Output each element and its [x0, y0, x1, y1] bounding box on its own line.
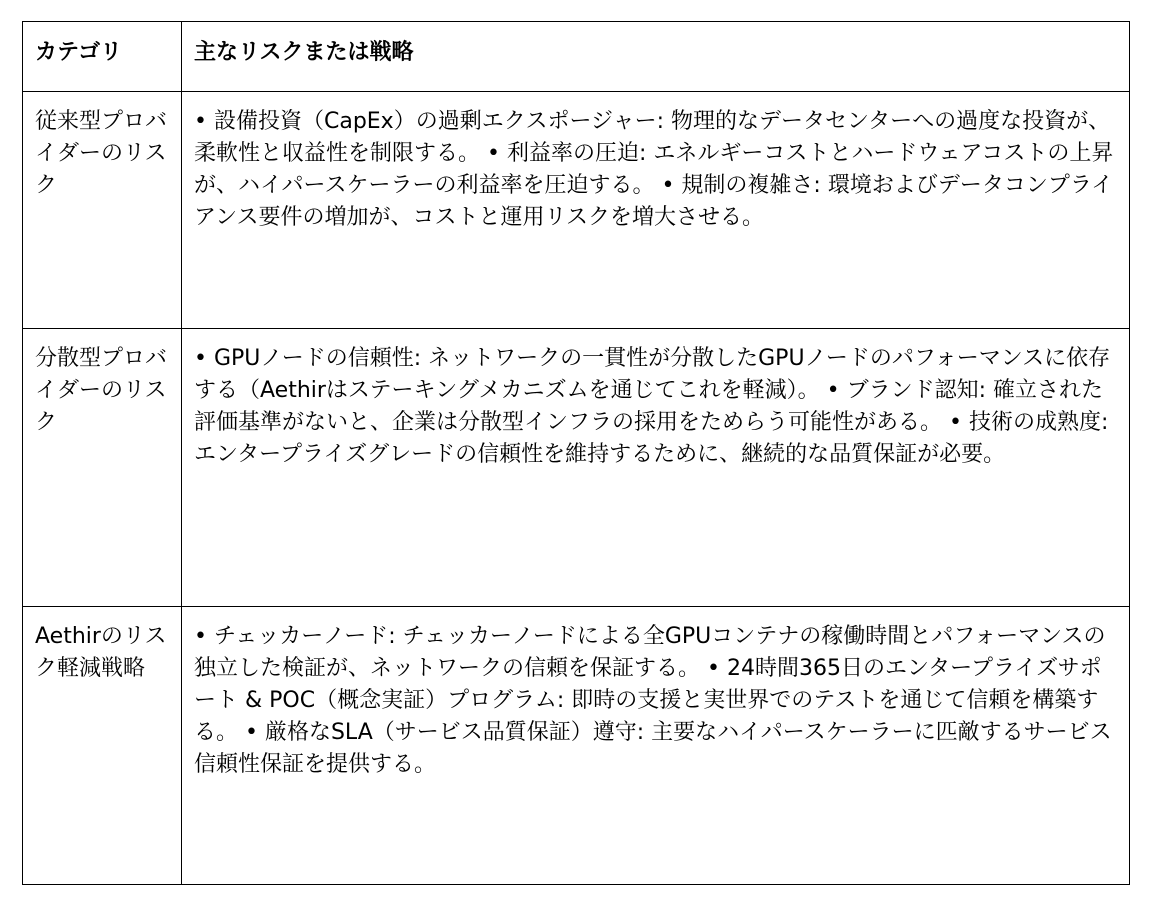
- header-category: カテゴリ: [23, 22, 182, 92]
- risk-strategy-table: [22, 21, 1130, 885]
- row-description: • 設備投資（CapEx）の過剰エクスポージャー: 物理的なデータセンターへの過度な投資が、柔軟性と収益性を制限する。 • 利益率の圧迫: エネルギーコストとハードウェアコストの上昇が、ハイパースケーラーの利益率を圧迫する。 • 規制の複雑さ: 環境およびデータコンプライアンス要件の増加が、コストと運用リスクを増大させる。: [182, 92, 1130, 329]
- header-risk-or-strategy: 主なリスクまたは戦略: [182, 22, 1130, 92]
- row-description: • GPUノードの信頼性: ネットワークの一貫性が分散したGPUノードのパフォーマンスに依存する（Aethirはステーキングメカニズムを通じてこれを軽減）。 • ブランド認知: 確立された評価基準がないと、企業は分散型インフラの採用をためらう可能性がある。 • 技術の成熟度: エンタープライズグレードの信頼性を維持するために、継続的な品質保証が必要。: [182, 329, 1130, 607]
- row-category: Aethirのリスク軽減戦略: [23, 607, 182, 885]
- table-row: [23, 329, 1130, 607]
- row-description: • チェッカーノード: チェッカーノードによる全GPUコンテナの稼働時間とパフォーマンスの独立した検証が、ネットワークの信頼を保証する。 • 24時間365日のエンタープライズサポート & POC（概念実証）プログラム: 即時の支援と実世界でのテストを通じて信頼を構築する。 • 厳格なSLA（サービス品質保証）遵守: 主要なハイパースケーラーに匹敵するサービス信頼性保証を提供する。: [182, 607, 1130, 885]
- row-category: 従来型プロバイダーのリスク: [23, 92, 182, 329]
- row-category: 分散型プロバイダーのリスク: [23, 329, 182, 607]
- table-header-row: [23, 22, 1130, 92]
- table-row: [23, 607, 1130, 885]
- table-row: [23, 92, 1130, 329]
